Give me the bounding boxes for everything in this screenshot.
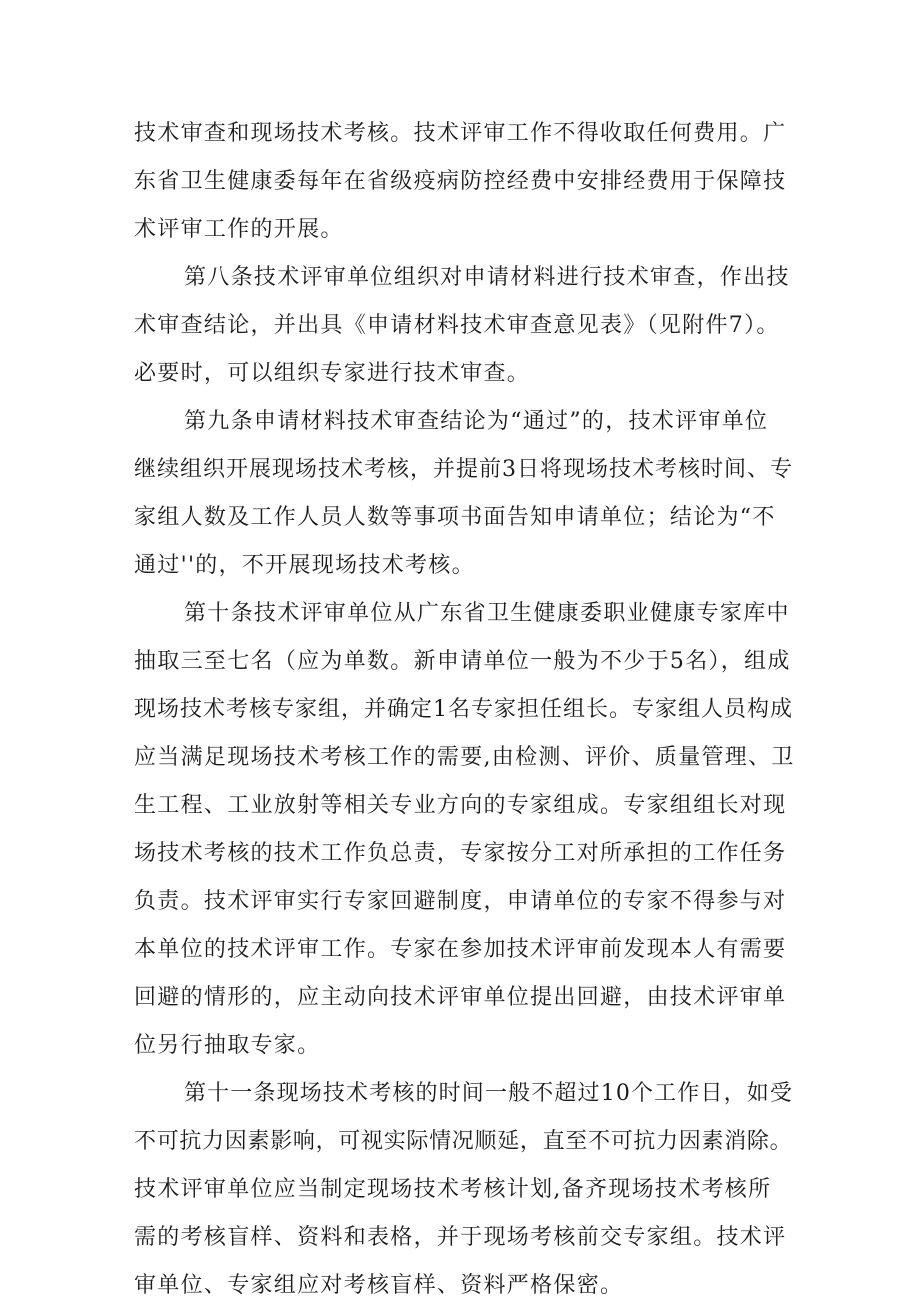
document-body bbox=[134, 110, 796, 1310]
text-line: 需的考核盲样、资料和表格，并于现场考核前交专家组。技术评 bbox=[134, 1225, 787, 1250]
text-line: 家组人数及工作人员人数等事项书面告知申请单位；结论为“不 bbox=[134, 505, 776, 530]
article-8-first-line: 第八条技术评审单位组织对申请材料进行技术审查，作出技 bbox=[184, 265, 790, 290]
article-9-first-line: 第九条申请材料技术审查结论为“通过”的，技术评审单位 bbox=[184, 409, 769, 434]
text-line: 技术评审单位应当制定现场技术考核计划,备齐现场技术考核所 bbox=[134, 1177, 772, 1202]
text-line: 术评审工作的开展。 bbox=[134, 217, 344, 242]
text-line: 术审查结论，并出具《申请材料技术审查意见表》（见附件7）。 bbox=[134, 313, 780, 338]
text-line: 生工程、工业放射等相关专业方向的专家组成。专家组组长对现 bbox=[134, 793, 787, 818]
text-line: 场技术考核的技术工作负总责，专家按分工对所承担的工作任务 bbox=[134, 841, 787, 866]
text-line: 通过''的，不开展现场技术考核。 bbox=[134, 553, 475, 578]
text-line: 东省卫生健康委每年在省级疫病防控经费中安排经费用于保障技 bbox=[134, 169, 787, 194]
text-line: 必要时，可以组织专家进行技术审查。 bbox=[134, 361, 531, 386]
text-line: 技术审查和现场技术考核。技术评审工作不得收取任何费用。广 bbox=[134, 121, 787, 146]
text-line: 继续组织开展现场技术考核，并提前3日将现场技术考核时间、专 bbox=[134, 457, 793, 482]
text-line: 不可抗力因素影响，可视实际情况顺延，直至不可抗力因素消除。 bbox=[134, 1129, 793, 1154]
article-10-first-line: 第十条技术评审单位从广东省卫生健康委职业健康专家库中 bbox=[184, 601, 790, 626]
text-line: 本单位的技术评审工作。专家在参加技术评审前发现本人有需要 bbox=[134, 937, 787, 962]
text-line: 现场技术考核专家组，并确定1名专家担任组长。专家组人员构成 bbox=[134, 697, 793, 722]
text-line: 应当满足现场技术考核工作的需要,由检测、评价、质量管理、卫 bbox=[134, 745, 795, 770]
text-line: 回避的情形的，应主动向技术评审单位提出回避，由技术评审单 bbox=[134, 985, 787, 1010]
text-line: 负责。技术评审实行专家回避制度，申请单位的专家不得参与对 bbox=[134, 889, 787, 914]
text-line: 抽取三至七名（应为单数。新申请单位一般为不少于5名），组成 bbox=[134, 649, 791, 674]
text-line: 位另行抽取专家。 bbox=[134, 1033, 321, 1058]
article-11-first-line: 第十一条现场技术考核的时间一般不超过10个工作日，如受 bbox=[184, 1081, 794, 1106]
text-line: 审单位、专家组应对考核盲样、资料严格保密。 bbox=[134, 1273, 624, 1298]
